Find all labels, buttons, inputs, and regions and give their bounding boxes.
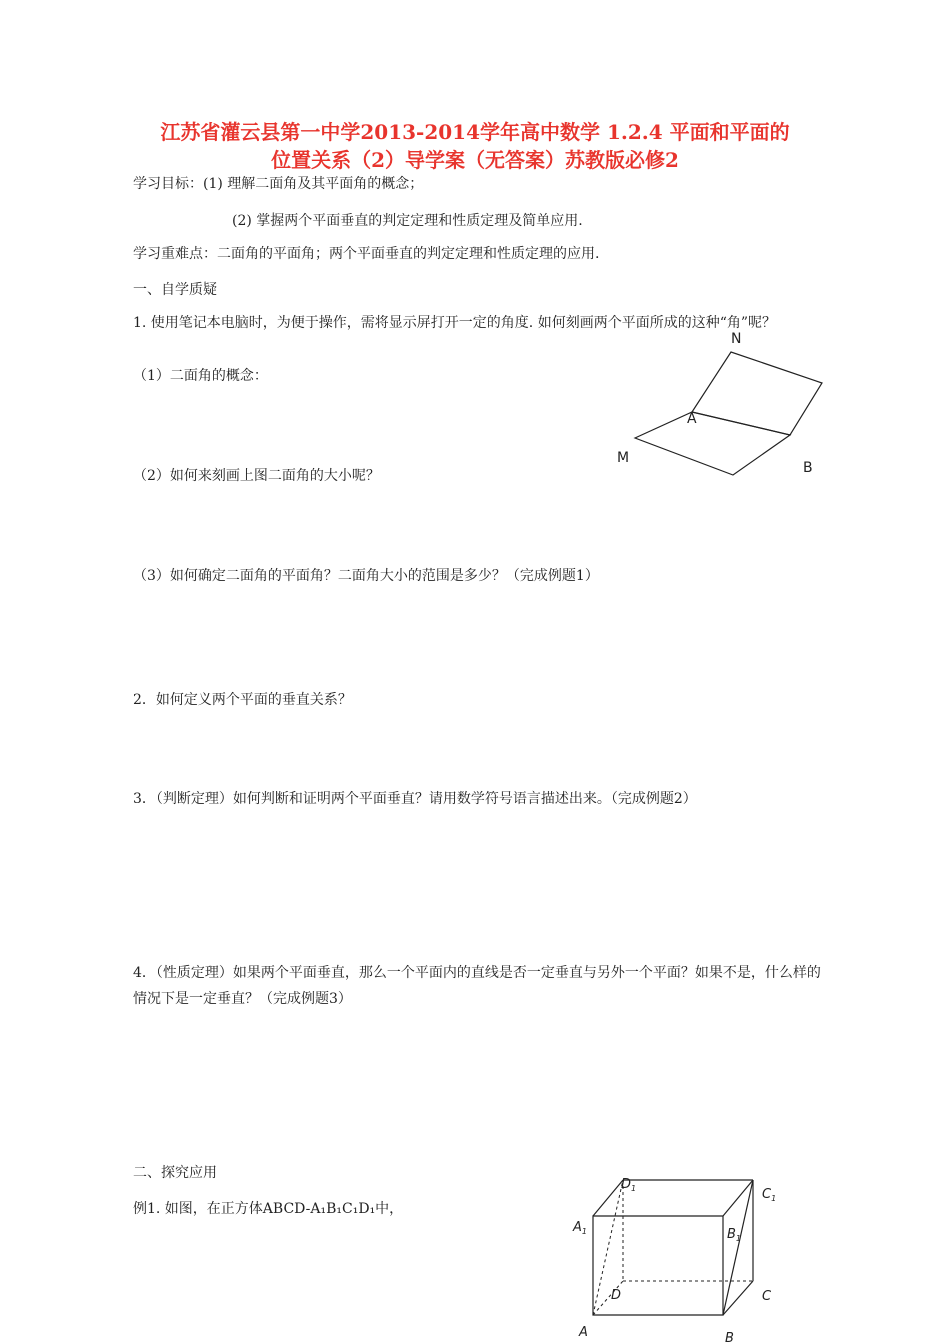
section2-heading: 二、探究应用 — [133, 1165, 217, 1181]
label-m: M — [617, 450, 630, 466]
edge-a1-d1 — [593, 1180, 623, 1216]
learning-goal-2: (2) 掌握两个平面垂直的判定定理和性质定理及简单应用. — [232, 213, 583, 229]
question-3: 3．（判断定理）如何判断和证明两个平面垂直？请用数学符号语言描述出来。（完成例题2） — [133, 791, 697, 807]
cube-figure — [560, 1168, 800, 1344]
plane-m — [635, 412, 790, 475]
section1-heading: 一、自学质疑 — [133, 282, 217, 298]
dihedral-angle-figure — [600, 325, 840, 485]
label-b: B — [803, 460, 813, 476]
example-1: 例1. 如图，在正方体ABCD-A₁B₁C₁D₁中， — [133, 1201, 404, 1217]
label-c: C — [762, 1289, 772, 1304]
key-points: 学习重难点：二面角的平面角；两个平面垂直的判定定理和性质定理的应用. — [133, 246, 600, 262]
question-1-1: （1）二面角的概念： — [133, 368, 268, 384]
label-b1: $B_1$ — [727, 1227, 742, 1243]
question-2: 2．如何定义两个平面的垂直关系？ — [133, 692, 352, 708]
question-1-2: （2）如何来刻画上图二面角的大小呢？ — [133, 468, 380, 484]
doc-title-line2: 位置关系（2）导学案（无答案）苏教版必修2 — [271, 148, 679, 172]
label-a: A — [687, 411, 697, 427]
label-b: B — [725, 1331, 734, 1344]
doc-title-line1: 江苏省灌云县第一中学2013-2014学年高中数学 1.2.4 平面和平面的 — [160, 120, 790, 144]
question-1: 1. 使用笔记本电脑时，为便于操作，需将显示屏打开一定的角度. 如何刻画两个平面所成的这种“角”呢？ — [133, 315, 777, 331]
label-a: A — [579, 1325, 588, 1340]
question-4: 4．（性质定理）如果两个平面垂直，那么一个平面内的直线是否一定垂直与另外一个平面？如果不是，什么样的情况下是一定垂直？（完成例题3） — [133, 965, 821, 1007]
diagonal-c1-b — [723, 1180, 753, 1315]
label-d1: $D_1$ — [621, 1177, 637, 1193]
edge-c-b — [723, 1281, 753, 1315]
label-n: N — [731, 331, 742, 347]
label-c1: $C_1$ — [762, 1187, 777, 1203]
question-1-3: （3）如何确定二面角的平面角？二面角大小的范围是多少？（完成例题1） — [133, 568, 599, 584]
label-a1: $A_1$ — [573, 1220, 587, 1236]
learning-goal-1: 学习目标：(1) 理解二面角及其平面角的概念； — [133, 176, 424, 192]
label-d: D — [611, 1288, 622, 1303]
plane-n — [692, 352, 822, 435]
